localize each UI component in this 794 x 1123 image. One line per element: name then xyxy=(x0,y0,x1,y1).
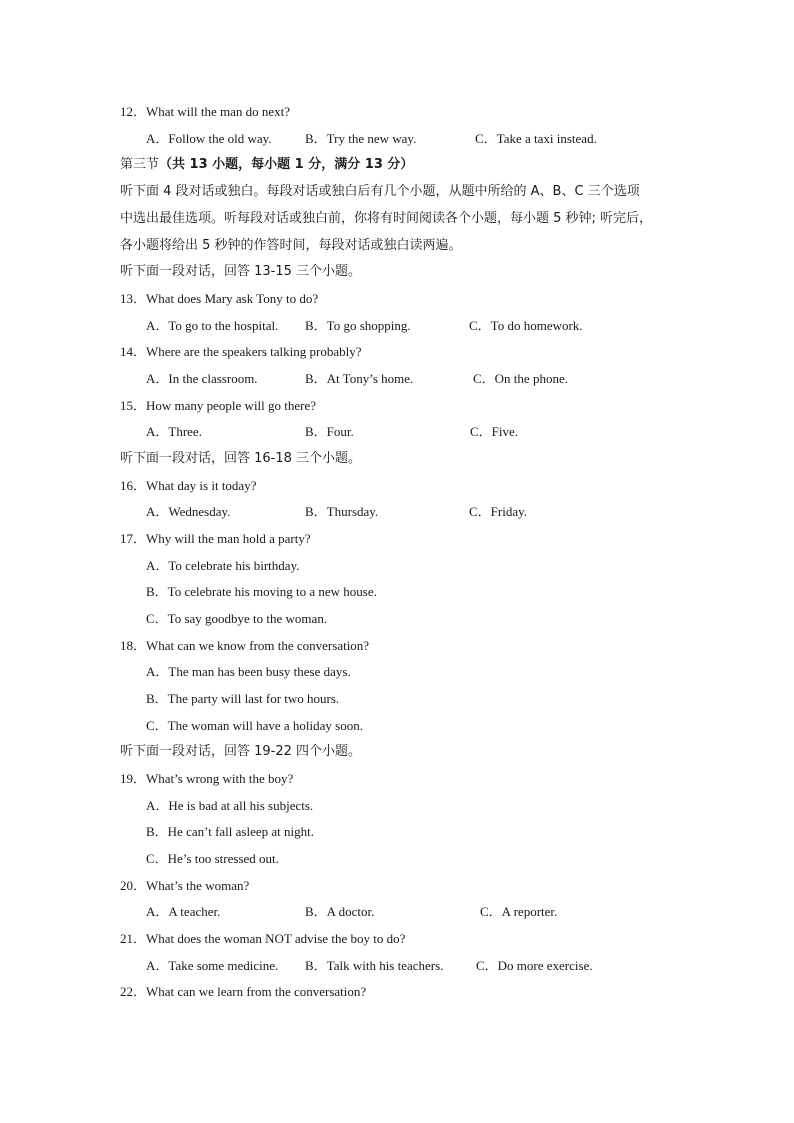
section-3-heading-prefix: 第三节 xyxy=(120,157,160,172)
question-13-option-b: B．To go shopping. xyxy=(305,318,411,333)
question-21-option-c: C．Do more exercise. xyxy=(476,958,593,973)
question-16-stem: 16．What day is it today? xyxy=(120,478,257,493)
section-3-heading-detail: （共 13 小题，每小题 1 分，满分 13 分） xyxy=(159,157,414,172)
question-13-option-a: A．To go to the hospital. xyxy=(146,318,279,333)
question-17-option-b: B．To celebrate his moving to a new house. xyxy=(146,584,377,599)
dialog-2-intro: 听下面一段对话，回答 16-18 三个小题。 xyxy=(120,451,362,466)
question-16-option-c: C．Friday. xyxy=(469,504,528,519)
question-12-option-b: B．Try the new way. xyxy=(305,131,417,146)
question-12-option-a: A．Follow the old way. xyxy=(146,131,272,146)
question-15-stem: 15．How many people will go there? xyxy=(120,398,317,413)
question-14-stem: 14．Where are the speakers talking probably? xyxy=(120,344,362,359)
question-12-stem: 12．What will the man do next? xyxy=(120,104,291,119)
question-19-stem: 19．What’s wrong with the boy? xyxy=(120,771,294,786)
question-18-option-b: B．The party will last for two hours. xyxy=(146,691,340,706)
question-19-option-c: C．He’s too stressed out. xyxy=(146,851,279,866)
question-12-option-c: C．Take a taxi instead. xyxy=(475,131,597,146)
question-16-option-b: B．Thursday. xyxy=(305,504,379,519)
section-3-heading xyxy=(120,156,413,174)
question-15-option-b: B．Four. xyxy=(305,424,354,439)
question-13-option-c: C．To do homework. xyxy=(469,318,583,333)
question-13-stem: 13．What does Mary ask Tony to do? xyxy=(120,291,319,306)
question-21-stem: 21．What does the woman NOT advise the boy to do? xyxy=(120,931,406,946)
question-19-option-a: A．He is bad at all his subjects. xyxy=(146,798,314,813)
question-21-option-b: B．Talk with his teachers. xyxy=(305,958,444,973)
dialog-3-intro: 听下面一段对话，回答 19-22 四个小题。 xyxy=(120,744,362,759)
question-15-option-a: A．Three. xyxy=(146,424,202,439)
section-3-instruction-line-1: 听下面 4 段对话或独白。每段对话或独白后有几个小题，从题中所给的 A、B、C 三个选项 xyxy=(120,184,640,199)
question-14-option-a: A．In the classroom. xyxy=(146,371,258,386)
question-20-option-a: A．A teacher. xyxy=(146,904,221,919)
question-17-stem: 17．Why will the man hold a party? xyxy=(120,531,311,546)
question-20-option-c: C．A reporter. xyxy=(480,904,558,919)
question-17-option-c: C．To say goodbye to the woman. xyxy=(146,611,328,626)
question-14-option-c: C．On the phone. xyxy=(473,371,568,386)
question-20-option-b: B．A doctor. xyxy=(305,904,375,919)
question-21-option-a: A．Take some medicine. xyxy=(146,958,279,973)
section-3-instruction-line-2: 中选出最佳选项。听每段对话或独白前，你将有时间阅读各个小题，每小题 5 秒钟; 听完后， xyxy=(120,211,653,226)
question-15-option-c: C．Five. xyxy=(470,424,519,439)
question-22-stem: 22．What can we learn from the conversation? xyxy=(120,984,367,999)
question-18-option-c: C．The woman will have a holiday soon. xyxy=(146,718,363,733)
question-19-option-b: B．He can’t fall asleep at night. xyxy=(146,824,314,839)
question-18-option-a: A．The man has been busy these days. xyxy=(146,664,351,679)
section-3-instruction-line-3: 各小题将给出 5 秒钟的作答时间，每段对话或独白读两遍。 xyxy=(120,238,462,253)
dialog-1-intro: 听下面一段对话，回答 13-15 三个小题。 xyxy=(120,264,362,279)
question-17-option-a: A．To celebrate his birthday. xyxy=(146,558,300,573)
question-18-stem: 18．What can we know from the conversation? xyxy=(120,638,370,653)
question-14-option-b: B．At Tony’s home. xyxy=(305,371,414,386)
question-16-option-a: A．Wednesday. xyxy=(146,504,231,519)
question-20-stem: 20．What’s the woman? xyxy=(120,878,250,893)
